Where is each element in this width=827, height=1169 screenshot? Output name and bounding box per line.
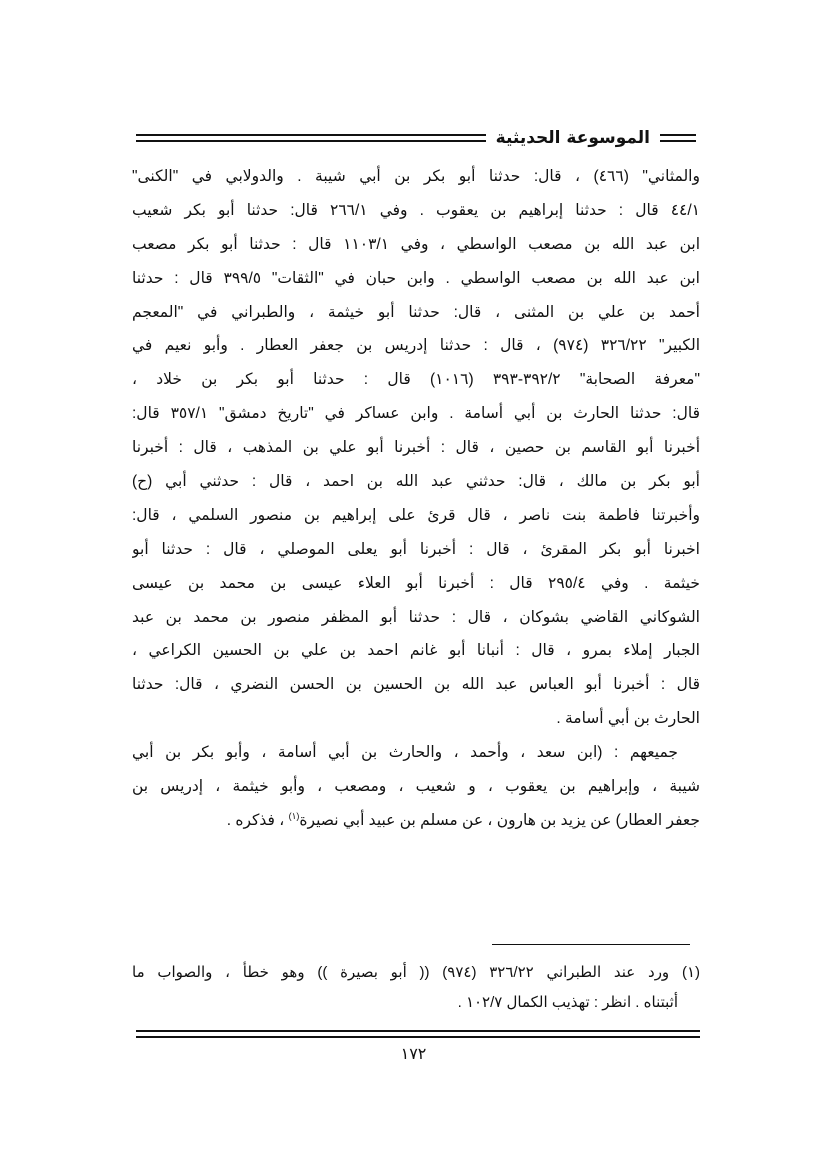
text-line: الكبير" ٣٢٦/٢٢ (٩٧٤) ، قال : حدثنا إدريس بن جعفر العطار . وأبو نعيم في — [132, 337, 700, 355]
text-line: جميعهم : (ابن سعد ، وأحمد ، والحارث بن أبي أسامة ، وأبو بكر بن أبي — [132, 744, 678, 762]
text-line: والمثاني" (٤٦٦) ، قال: حدثنا أبو بكر بن أبي شيبة . والدولابي في "الكنى" — [132, 168, 700, 185]
text-line: قال : أخبرنا أبو العباس عبد الله بن الحسين بن الحسن النضري ، قال: حدثنا — [132, 676, 700, 694]
text-segment: جعفر العطار) عن يزيد بن هارون ، عن مسلم بن عبيد أبي نصيرة — [299, 811, 700, 829]
main-text — [132, 160, 700, 838]
page-number: ١٧٢ — [400, 1046, 427, 1063]
text-line: ابن عبد الله بن مصعب الواسطي ، وفي ١١٠٣/١ قال : حدثنا أبو بكر مصعب — [132, 235, 700, 253]
text-line: ابن عبد الله بن مصعب الواسطي . وابن حبان في "الثقات" ٣٩٩/٥ قال : حدثنا — [132, 269, 700, 287]
text-line: الشوكاني القاضي بشوكان ، قال : حدثنا أبو المظفر منصور بن محمد بن عبد — [132, 608, 700, 626]
running-header — [136, 127, 696, 149]
header-title: الموسوعة الحديثية — [495, 128, 650, 148]
text-line: خيثمة . وفي ٢٩٥/٤ قال : أخبرنا أبو العلاء عيسى بن محمد بن عيسى — [132, 574, 700, 592]
footnote-reference[interactable]: (١) — [288, 810, 300, 821]
text-line: الجبار إملاء بمرو ، قال : أنبانا أبو غانم احمد بن علي بن الحسين الكراعي ، — [132, 642, 700, 660]
text-line-with-footnote-ref — [132, 804, 700, 838]
text-line: "معرفة الصحابة" ٣٩٢/٢-٣٩٣ (١٠١٦) قال : حدثنا أبو بكر بن خلاد ، — [132, 371, 700, 389]
text-line: الحارث بن أبي أسامة . — [556, 710, 700, 728]
text-line: اخبرنا أبو بكر المقرئ ، قال : أخبرنا أبو يعلى الموصلي ، قال : حدثنا أبو — [132, 540, 700, 558]
text-line: أحمد بن علي بن المثنى ، قال: حدثنا أبو خيثمة ، والطبراني في "المعجم — [132, 303, 700, 321]
header-rule-right — [660, 134, 696, 142]
header-rule-left — [136, 134, 486, 142]
footnote — [132, 958, 700, 1018]
text-line: قال: حدثنا الحارث بن أبي أسامة . وابن عساكر في "تاريخ دمشق" ٣٥٧/١ قال: — [132, 405, 700, 423]
text-segment: ، فذكره . — [226, 811, 289, 829]
text-line: وأخبرتنا فاطمة بنت ناصر ، قال قرئ على إبراهيم بن منصور السلمي ، قال: — [132, 506, 700, 524]
text-line: ٤٤/١ قال : حدثنا إبراهيم بن يعقوب . وفي ٢٦٦/١ قال: حدثنا أبو بكر شعيب — [132, 201, 700, 219]
footnote-line: (١) ورد عند الطبراني ٣٢٦/٢٢ (٩٧٤) (( أبو بصيرة )) وهو خطأ ، والصواب ما — [132, 964, 700, 981]
footnote-line: أثبتناه . انظر : تهذيب الكمال ١٠٢/٧ . — [457, 994, 678, 1011]
text-line: أخبرنا أبو القاسم بن حصين ، قال : أخبرنا أبو علي بن المذهب ، قال : أخبرنا — [132, 439, 700, 457]
text-line: أبو بكر بن مالك ، قال: حدثني عبد الله بن احمد ، قال : حدثني أبي (ح) — [132, 473, 700, 491]
footnote-separator — [492, 944, 690, 945]
bottom-rule — [136, 1030, 700, 1038]
text-line: شيبة ، وإبراهيم بن يعقوب ، و شعيب ، ومصعب ، وأبو خيثمة ، إدريس بن — [132, 778, 700, 796]
